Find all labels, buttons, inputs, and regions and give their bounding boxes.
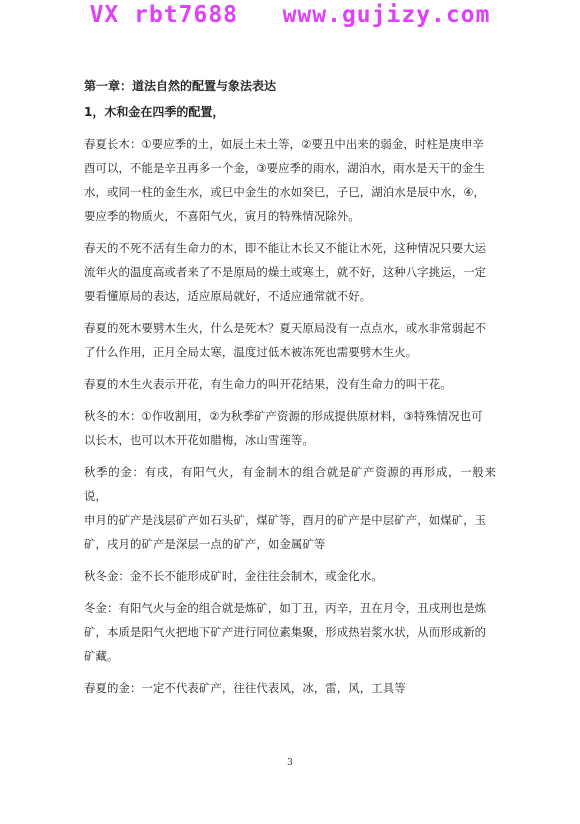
section-title: 1，木和金在四季的配置，: [84, 105, 225, 119]
paragraph: 春夏的金：一定不代表矿产，往往代表风，冰，雷，风，工具等: [84, 681, 406, 695]
paragraph: 春夏长木：①要应季的土，如辰土未土等，②要丑中出来的弱金，时柱是庚申辛 酉可以，不能是辛丑再多一个金，③要应季的雨水，湖泊水，雨水是天干的金生 水，或同一柱的金生水，或巳中金生的水如癸巳，子巳，湖泊水是辰中水，④， 要应季的物质火，不喜阳气火，寅月的特殊情况除外。: [84, 137, 485, 223]
paragraph: 秋季的金：有戌，有阳气火，有金制木的组合就是矿产资源的再形成，一般来说， 申月的矿产是浅层矿产如石头矿，煤矿等，酉月的矿产是中层矿产，如煤矿，玉 矿，戌月的矿产是深层一点的矿产，如金属矿等: [84, 465, 496, 551]
chapter-title: 第一章：道法自然的配置与象法表达: [84, 79, 277, 93]
paragraph: 春夏的死木要劈木生火，什么是死木？夏天原局没有一点点水，或水非常弱起不 了什么作用，正月全局太寒，温度过低木被冻死也需要劈木生火。: [84, 321, 487, 359]
document-body: [84, 74, 496, 708]
paragraph: 秋冬的木：①作收割用，②为秋季矿产资源的形成提供原材料，③特殊情况也可 以长木，也可以木开花如腊梅，冰山雪莲等。: [84, 409, 483, 447]
paragraph: 春夏的木生火表示开花，有生命力的叫开花结果，没有生命力的叫干花。: [84, 377, 452, 391]
paragraph: 秋冬金：金不长不能形成矿时，金往往会制木，或金化水。: [84, 569, 383, 583]
paragraph: 春天的不死不活有生命力的木，即不能让木长又不能让木死，这种情况只要大运 流年火的温度高或者来了不是原局的燥土或寒土，就不好，这种八字挑运，一定 要看懂原局的表达，适应原局就好，不适应通常就不好。: [84, 241, 487, 303]
page-number: 3: [287, 758, 293, 768]
watermark-text: VX rbt7688 www.gujizy.com: [89, 2, 491, 28]
paragraph: 冬金：有阳气火与金的组合就是炼矿，如丁丑，丙辛，丑在月令，丑戌刑也是炼 矿，本质是阳气火把地下矿产进行同位素集聚，形成热岩浆水状，从而形成新的 矿藏。: [84, 601, 487, 663]
